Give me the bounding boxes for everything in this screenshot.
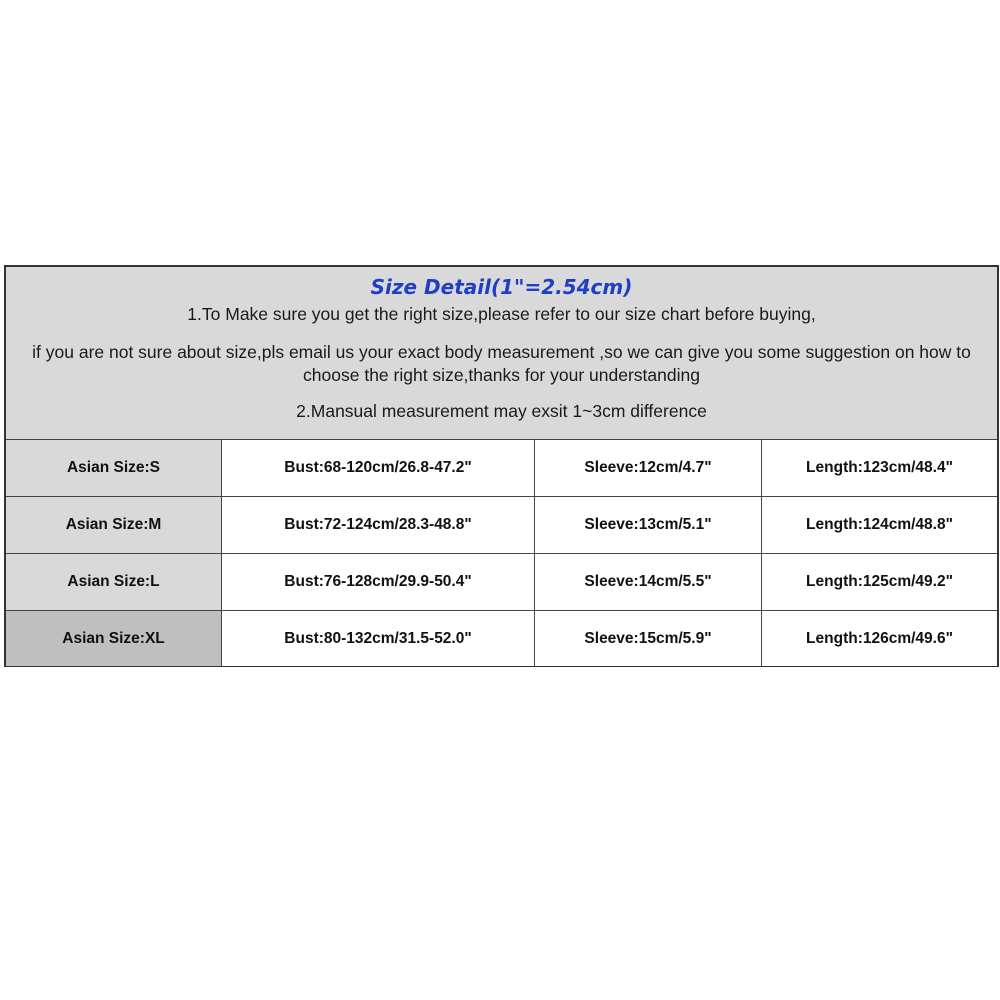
table-row [6, 611, 997, 666]
size-note-3: 2.Mansual measurement may exsit 1~3cm difference [296, 401, 707, 421]
sleeve-cell: Sleeve:15cm/5.9" [535, 611, 762, 666]
size-cell: Asian Size:L [6, 554, 222, 610]
length-cell: Length:125cm/49.2" [762, 554, 997, 610]
sleeve-cell: Sleeve:12cm/4.7" [535, 440, 762, 496]
table-row [6, 497, 997, 554]
table-row [6, 440, 997, 497]
bust-cell: Bust:80-132cm/31.5-52.0" [222, 611, 535, 666]
length-cell: Length:126cm/49.6" [762, 611, 997, 666]
sleeve-cell: Sleeve:13cm/5.1" [535, 497, 762, 553]
sleeve-cell: Sleeve:14cm/5.5" [535, 554, 762, 610]
size-note-2: if you are not sure about size,pls email us your exact body measurement ,so we can give you some suggestion on how to choose the right size,thanks for your understanding [32, 342, 971, 385]
bust-cell: Bust:76-128cm/29.9-50.4" [222, 554, 535, 610]
size-cell: Asian Size:XL [6, 611, 222, 666]
size-chart-title: Size Detail(1"=2.54cm) [370, 275, 633, 299]
size-note-1: 1.To Make sure you get the right size,please refer to our size chart before buying, [187, 304, 816, 324]
size-table [6, 440, 997, 666]
bust-cell: Bust:68-120cm/26.8-47.2" [222, 440, 535, 496]
size-cell: Asian Size:S [6, 440, 222, 496]
length-cell: Length:124cm/48.8" [762, 497, 997, 553]
length-cell: Length:123cm/48.4" [762, 440, 997, 496]
size-chart-header [6, 267, 997, 440]
size-cell: Asian Size:M [6, 497, 222, 553]
table-row [6, 554, 997, 611]
bust-cell: Bust:72-124cm/28.3-48.8" [222, 497, 535, 553]
size-chart [4, 265, 999, 667]
